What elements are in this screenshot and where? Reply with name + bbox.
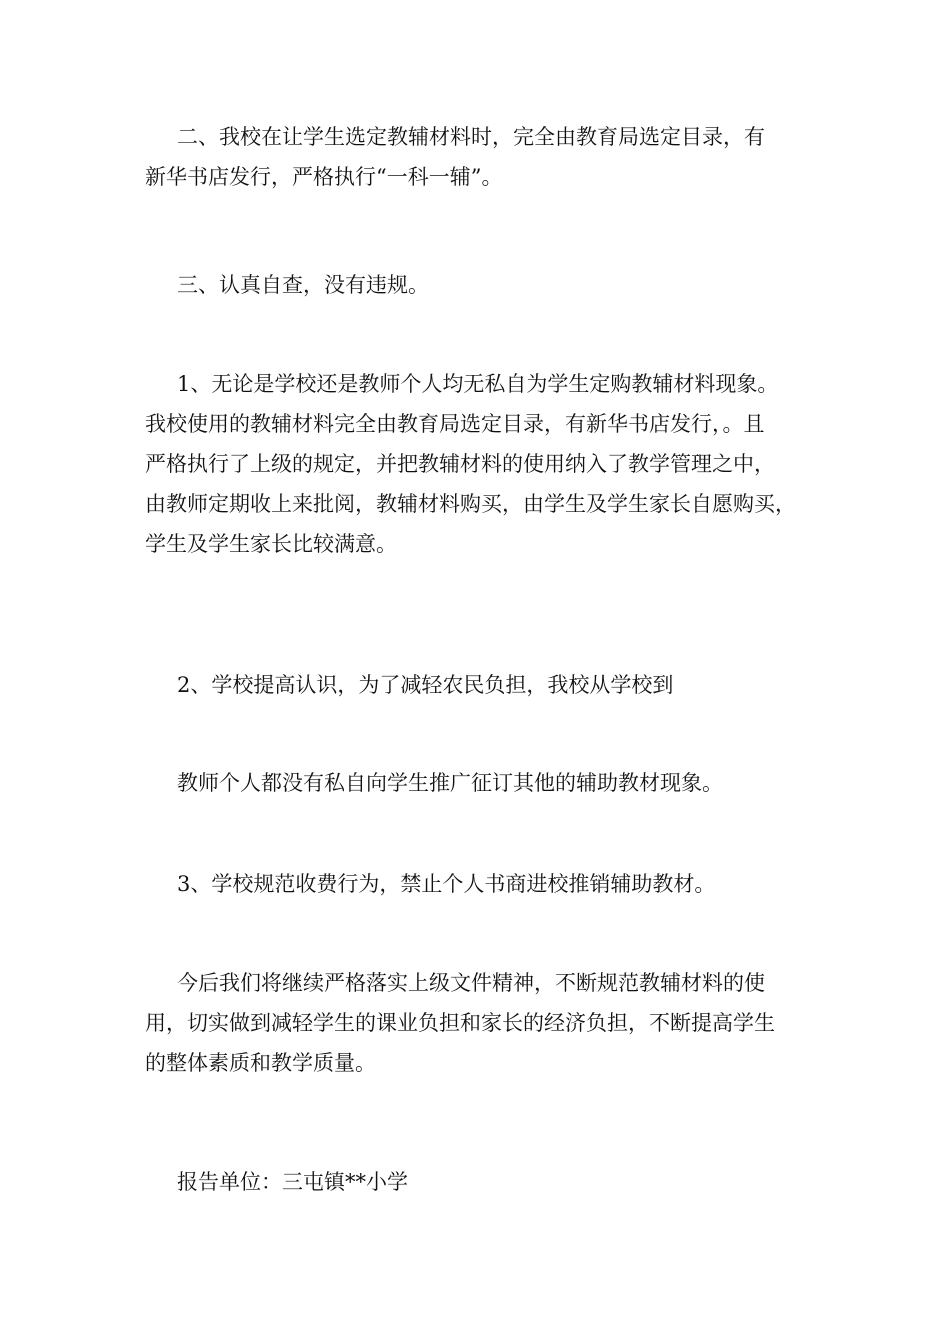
paragraph-line: 新华书店发行，严格执行“一科一辅”。 — [145, 165, 503, 189]
paragraph-future-plan — [145, 963, 810, 1083]
paragraph-item-3 — [145, 864, 810, 904]
paragraph-item-2 — [145, 665, 810, 705]
paragraph-line: 学生及学生家长比较满意。 — [145, 532, 397, 556]
paragraph-selection-process — [145, 117, 810, 197]
paragraph-line: 的整体素质和教学质量。 — [145, 1051, 376, 1075]
report-unit — [145, 1162, 810, 1202]
paragraph-self-check-heading — [145, 265, 810, 305]
paragraph-line: 由教师定期收上来批阅，教辅材料购买，由学生及学生家长自愿购买， — [145, 492, 796, 516]
paragraph-line: 三、认真自查，没有违规。 — [177, 273, 429, 297]
paragraph-line: 1、无论是学校还是教师个人均无私自为学生定购教辅材料现象。 — [177, 372, 779, 396]
paragraph-line: 2、学校提高认识，为了减轻农民负担，我校从学校到 — [177, 673, 674, 697]
paragraph-item-2-continued — [145, 763, 810, 803]
paragraph-line: 我校使用的教辅材料完全由教育局选定目录，有新华书店发行，。且 — [145, 412, 765, 436]
paragraph-line: 严格执行了上级的规定，并把教辅材料的使用纳入了教学管理之中， — [145, 452, 775, 476]
paragraph-line: 教师个人都没有私自向学生推广征订其他的辅助教材现象。 — [177, 771, 723, 795]
paragraph-line: 二、我校在让学生选定教辅材料时，完全由教育局选定目录，有 — [177, 125, 765, 149]
report-unit-line: 报告单位：三屯镇**小学 — [177, 1170, 408, 1194]
paragraph-line: 用，切实做到减轻学生的课业负担和家长的经济负担，不断提高学生 — [145, 1011, 775, 1035]
paragraph-item-1 — [145, 364, 810, 564]
paragraph-line: 今后我们将继续严格落实上级文件精神，不断规范教辅材料的使 — [177, 971, 765, 995]
paragraph-line: 3、学校规范收费行为，禁止个人书商进校推销辅助教材。 — [177, 872, 716, 896]
